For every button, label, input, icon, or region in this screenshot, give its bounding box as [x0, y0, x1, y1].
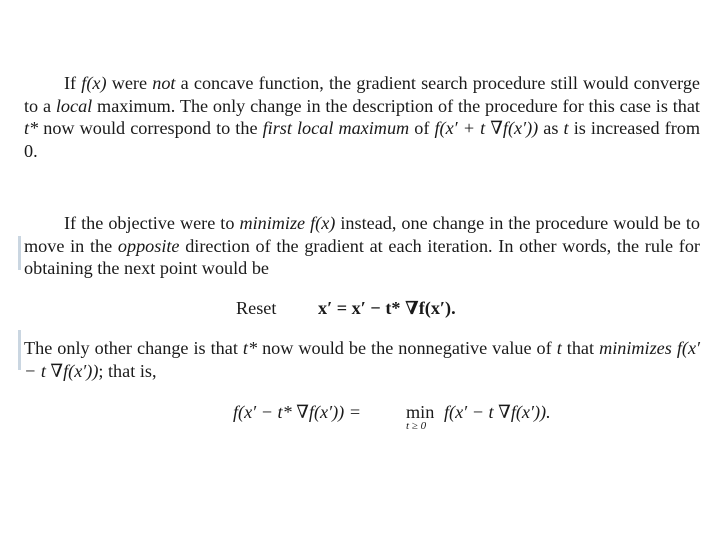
text: The only other change is that [24, 338, 243, 358]
text: ; that is, [98, 360, 157, 381]
min-equation-rhs: f(x′ − t ∇f(x′)). [444, 402, 551, 422]
math-tstar: t* [242, 338, 258, 358]
math-tstar: t* [24, 118, 39, 138]
scan-edge-mark [18, 236, 21, 270]
min-equation-lhs: f(x′ − t* ∇f(x′)) = [233, 402, 362, 422]
text: maximum. The only change in the description of the procedure for this case is that [92, 95, 700, 116]
text: direction of the gradient at each iteration. In other words, the rule for obtaining the next point would be [24, 235, 700, 278]
emphasis-minimizes: minimizes [599, 338, 672, 358]
emphasis-opposite: opposite [117, 235, 180, 256]
text: If [64, 73, 82, 93]
math-t: t [556, 338, 562, 358]
text: a concave function, the gradient search procedure still would converge to a [24, 73, 701, 116]
math-expression: f(x′ − t ∇f(x′)) [24, 338, 701, 381]
text: now would be the nonnegative value of [257, 338, 557, 358]
text: as [538, 118, 564, 138]
text: is increased from 0. [24, 118, 701, 161]
math-fx: f(x) [310, 213, 336, 233]
reset-equation-formula [318, 298, 456, 319]
min-operator: min [406, 402, 435, 422]
text: were [106, 73, 153, 93]
text: If the objective were to [64, 213, 240, 233]
text: that [561, 338, 600, 358]
text: of [409, 118, 435, 138]
emphasis-minimize: minimize [239, 213, 306, 233]
reset-equation-label: Reset [236, 298, 277, 318]
text: instead, one change in the procedure would be to move in the [24, 213, 700, 256]
min-subscript: t ≥ 0 [406, 420, 427, 432]
math-t: t [563, 118, 569, 138]
math-expression: f(x′ + t ∇f(x′)) [434, 118, 539, 138]
paragraph-other-change [24, 337, 700, 382]
emphasis-not: not [152, 73, 176, 93]
math-fx: f(x) [81, 73, 107, 93]
emphasis-local: local [55, 95, 93, 116]
emphasis-first-local-maximum: first local maximum [262, 118, 410, 138]
text: now would correspond to the [38, 118, 263, 138]
scan-edge-mark [18, 330, 21, 370]
paragraph-concave [24, 72, 700, 162]
formula-text: x′ = x′ − t* ∇f(x′). [318, 298, 456, 318]
paragraph-minimize [24, 212, 700, 280]
